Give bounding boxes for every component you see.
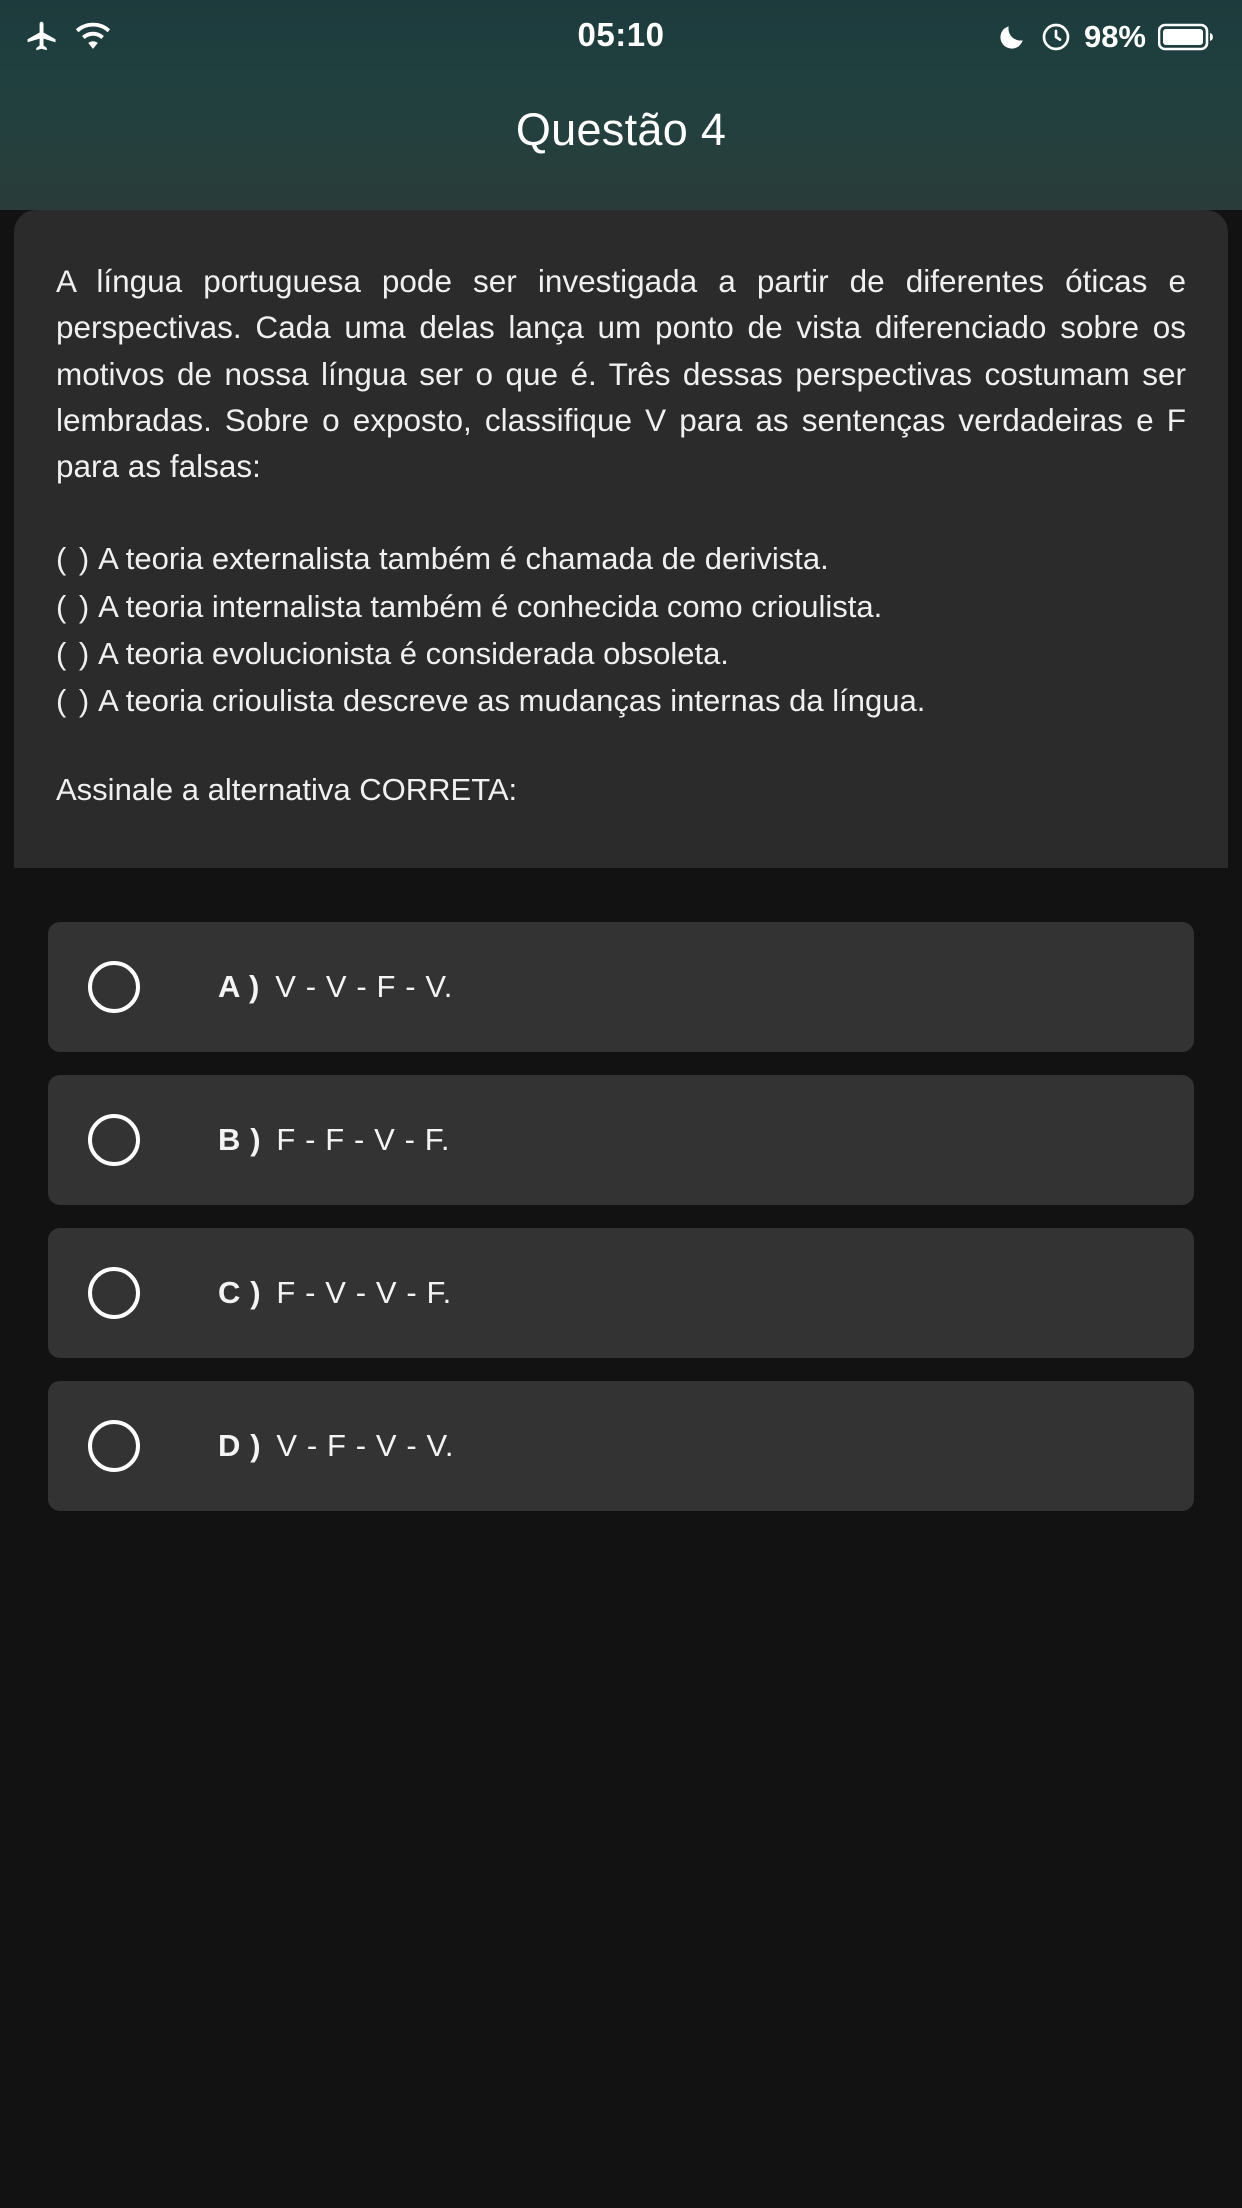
question-item-mark: ( ) bbox=[56, 635, 92, 671]
question-item-text: A teoria evolucionista é considerada obsoleta. bbox=[98, 635, 729, 671]
question-item bbox=[56, 535, 1186, 582]
alternative-text: V - F - V - V. bbox=[276, 1427, 455, 1463]
alternative-option-b[interactable] bbox=[48, 1075, 1194, 1205]
alternative-option-a[interactable] bbox=[48, 922, 1194, 1052]
question-statement: A língua portuguesa pode ser investigada a partir de diferentes óticas e perspectivas. Cada uma delas lança um ponto de vista diferenciado sobre os motivos de nossa língua ser o que é. Três dessas perspectivas costumam ser lembradas. Sobre o exposto, classifique V para as sentenças verdadeiras e F para as falsas: bbox=[56, 263, 1186, 485]
wifi-icon bbox=[74, 22, 112, 52]
alternative-letter: C ) bbox=[218, 1274, 262, 1310]
alternative-letter: B ) bbox=[218, 1121, 262, 1157]
question-item-text: A teoria externalista também é chamada de derivista. bbox=[98, 541, 829, 577]
alternative-text: V - V - F - V. bbox=[275, 968, 453, 1004]
alternative-label bbox=[218, 1428, 454, 1464]
question-item-text: A teoria crioulista descreve as mudanças internas da língua. bbox=[98, 682, 926, 718]
question-items bbox=[56, 535, 1186, 723]
page-title: Questão 4 bbox=[515, 104, 727, 155]
question-item-mark: ( ) bbox=[56, 541, 92, 577]
question-item-text: A teoria internalista também é conhecida como crioulista. bbox=[98, 588, 883, 624]
question-item bbox=[56, 677, 1186, 724]
question-card bbox=[14, 210, 1228, 868]
radio-icon[interactable] bbox=[88, 1420, 140, 1472]
alternative-option-c[interactable] bbox=[48, 1228, 1194, 1358]
alternative-label bbox=[218, 1275, 452, 1311]
alternative-letter: A ) bbox=[218, 968, 260, 1004]
alternative-text: F - V - V - F. bbox=[276, 1274, 452, 1310]
airplane-mode-icon bbox=[24, 19, 60, 55]
alternative-letter: D ) bbox=[218, 1427, 262, 1463]
question-item bbox=[56, 630, 1186, 677]
radio-icon[interactable] bbox=[88, 961, 140, 1013]
radio-icon[interactable] bbox=[88, 1267, 140, 1319]
question-instruction: Assinale a alternativa CORRETA: bbox=[56, 771, 518, 807]
status-bar-right bbox=[996, 19, 1214, 55]
status-bar-clock: 05:10 bbox=[577, 16, 665, 53]
status-bar bbox=[0, 0, 1242, 74]
battery-icon bbox=[1158, 22, 1214, 52]
alternative-label bbox=[218, 1122, 450, 1158]
radio-icon[interactable] bbox=[88, 1114, 140, 1166]
status-bar-left bbox=[24, 19, 112, 55]
question-item-mark: ( ) bbox=[56, 682, 92, 718]
alternative-label bbox=[218, 969, 453, 1005]
alternative-option-d[interactable] bbox=[48, 1381, 1194, 1511]
header-zone bbox=[0, 0, 1242, 210]
battery-percent-label: 98% bbox=[1083, 19, 1146, 54]
alternative-text: F - F - V - F. bbox=[276, 1121, 451, 1157]
do-not-disturb-moon-icon bbox=[996, 21, 1028, 53]
question-item bbox=[56, 583, 1186, 630]
question-item-mark: ( ) bbox=[56, 588, 92, 624]
alternatives-list bbox=[0, 868, 1242, 2208]
alarm-icon bbox=[1040, 21, 1072, 53]
